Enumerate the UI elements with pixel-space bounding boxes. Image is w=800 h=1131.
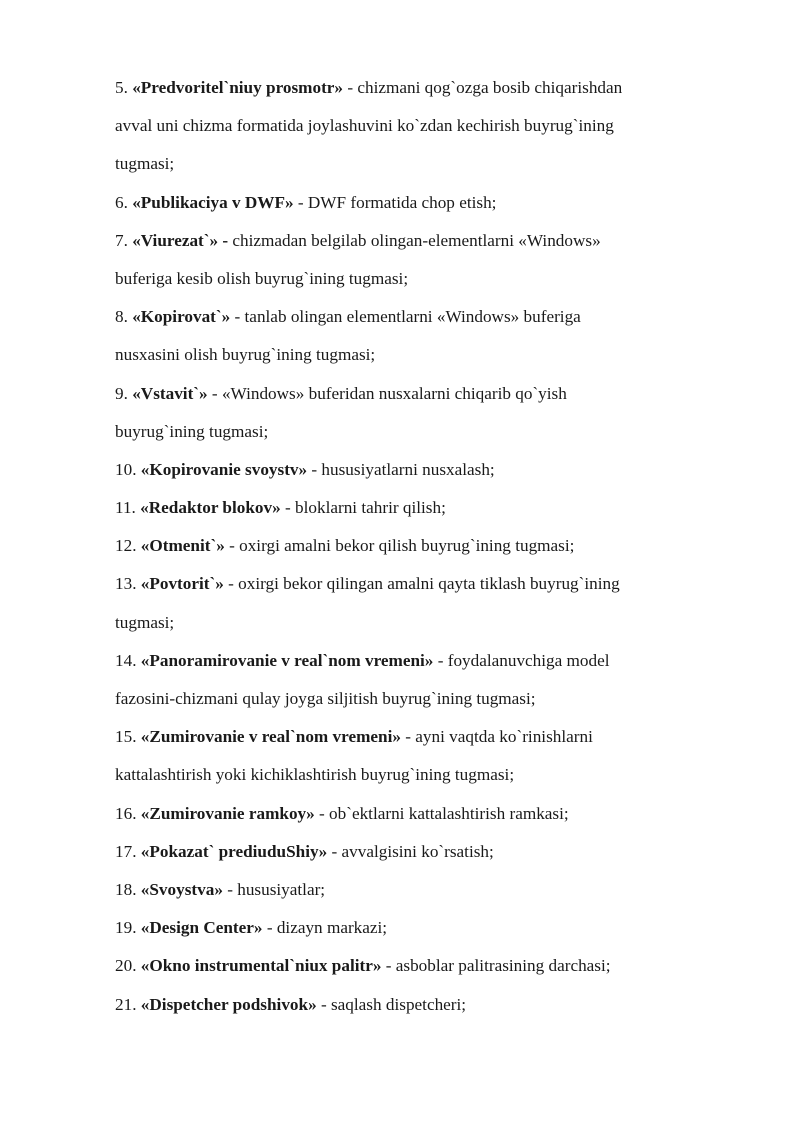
list-item <box>115 565 690 603</box>
list-item <box>115 909 690 947</box>
list-item-continuation: tugmasi; <box>115 154 175 174</box>
item-description: - tanlab olingan elementlarni «Windows» buferiga <box>230 307 581 327</box>
item-number: 20. <box>115 956 137 976</box>
item-description: - ob`ektlarni kattalashtirish ramkasi; <box>314 803 569 823</box>
list-item <box>115 298 690 336</box>
list-item <box>115 222 690 260</box>
list-item <box>115 451 690 489</box>
document-page <box>115 69 690 1024</box>
item-description: - avvalgisini ko`rsatish; <box>327 841 494 861</box>
item-description: - hususiyatlarni nusxalash; <box>307 459 495 479</box>
list-item-continuation: fazosini-chizmani qulay joyga siljitish buyrug`ining tugmasi; <box>115 689 536 708</box>
item-description: - asboblar palitrasining darchasi; <box>381 956 611 976</box>
item-number: 13. <box>115 574 137 594</box>
item-term: «Redaktor blokov» <box>140 498 281 518</box>
list-item <box>115 642 690 680</box>
item-term: «Zumirovanie ramkoy» <box>140 803 315 823</box>
item-term: «Pokazat` prediuduShiy» <box>140 841 328 861</box>
item-number: 14. <box>115 650 137 670</box>
item-term: «Dispetcher podshivok» <box>140 994 317 1014</box>
item-description: - oxirgi bekor qilingan amalni qayta tiklash buyrug`ining <box>223 574 620 594</box>
item-term: «Otmenit`» <box>140 536 225 556</box>
list-item <box>115 833 690 871</box>
item-number: 7. <box>115 230 128 250</box>
item-description: - «Windows» buferidan nusxalarni chiqarib qo`yish <box>207 383 567 403</box>
item-term: «Predvoritel`niuy prosmotr» <box>132 78 344 97</box>
list-item <box>115 947 690 985</box>
item-number: 10. <box>115 459 137 479</box>
item-number: 6. <box>115 192 128 212</box>
item-number: 5. <box>115 78 128 97</box>
item-description: chizmadan belgilab olingan-elementlarni «Windows» <box>228 230 601 250</box>
list-item <box>115 718 690 756</box>
item-description: - oxirgi amalni bekor qilish buyrug`ining tugmasi; <box>224 536 575 556</box>
item-term: «Zumirovanie v real`nom vremeni» <box>140 727 401 747</box>
item-description: - ayni vaqtda ko`rinishlarni <box>400 727 593 747</box>
item-number: 17. <box>115 841 137 861</box>
item-term: «Publikaciya v DWF» <box>132 192 294 212</box>
item-term: «Okno instrumental`niux palitr» <box>140 956 382 976</box>
item-number: 8. <box>115 307 128 327</box>
list-item-continuation: buferiga kesib olish buyrug`ining tugmasi; <box>115 268 409 288</box>
list-item-continuation: kattalashtirish yoki kichiklashtirish buyrug`ining tugmasi; <box>115 765 515 785</box>
list-item <box>115 986 690 1024</box>
item-number: 16. <box>115 803 137 823</box>
item-number: 12. <box>115 536 137 556</box>
list-item <box>115 489 690 527</box>
item-term: «Design Center» <box>140 918 263 938</box>
item-term: «Panoramirovanie v real`nom vremeni» <box>140 650 434 670</box>
item-number: 15. <box>115 727 137 747</box>
item-description: - foydalanuvchiga model <box>433 650 610 670</box>
item-number: 18. <box>115 879 137 899</box>
item-term: «Viurezat`» - <box>132 230 229 250</box>
list-item <box>115 871 690 909</box>
list-item <box>115 184 690 222</box>
list-item <box>115 795 690 833</box>
item-term: «Vstavit`» <box>132 383 208 403</box>
item-term: «Svoystva» <box>140 879 223 899</box>
item-description: - bloklarni tahrir qilish; <box>280 498 446 518</box>
list-item-continuation: nusxasini olish buyrug`ining tugmasi; <box>115 345 376 365</box>
item-number: 19. <box>115 918 137 938</box>
item-term: «Kopirovat`» <box>132 307 231 327</box>
list-item-continuation: tugmasi; <box>115 612 175 632</box>
item-number: 9. <box>115 383 128 403</box>
item-number: 11. <box>115 498 136 518</box>
item-description: - DWF formatida chop etish; <box>293 192 497 212</box>
list-item-continuation: avval uni chizma formatida joylashuvini ko`zdan kechirish buyrug`ining <box>115 116 614 136</box>
list-item <box>115 375 690 413</box>
list-item <box>115 527 690 565</box>
list-item-continuation: buyrug`ining tugmasi; <box>115 421 269 441</box>
list-item <box>115 69 690 107</box>
item-description: - saqlash dispetcheri; <box>316 994 467 1014</box>
item-number: 21. <box>115 994 137 1014</box>
item-description: - dizayn markazi; <box>262 918 388 938</box>
item-description: - chizmani qog`ozga bosib chiqarishdan <box>343 78 623 97</box>
item-term: «Povtorit`» <box>140 574 224 594</box>
item-description: - hususiyatlar; <box>222 879 326 899</box>
item-term: «Kopirovanie svoystv» <box>140 459 308 479</box>
